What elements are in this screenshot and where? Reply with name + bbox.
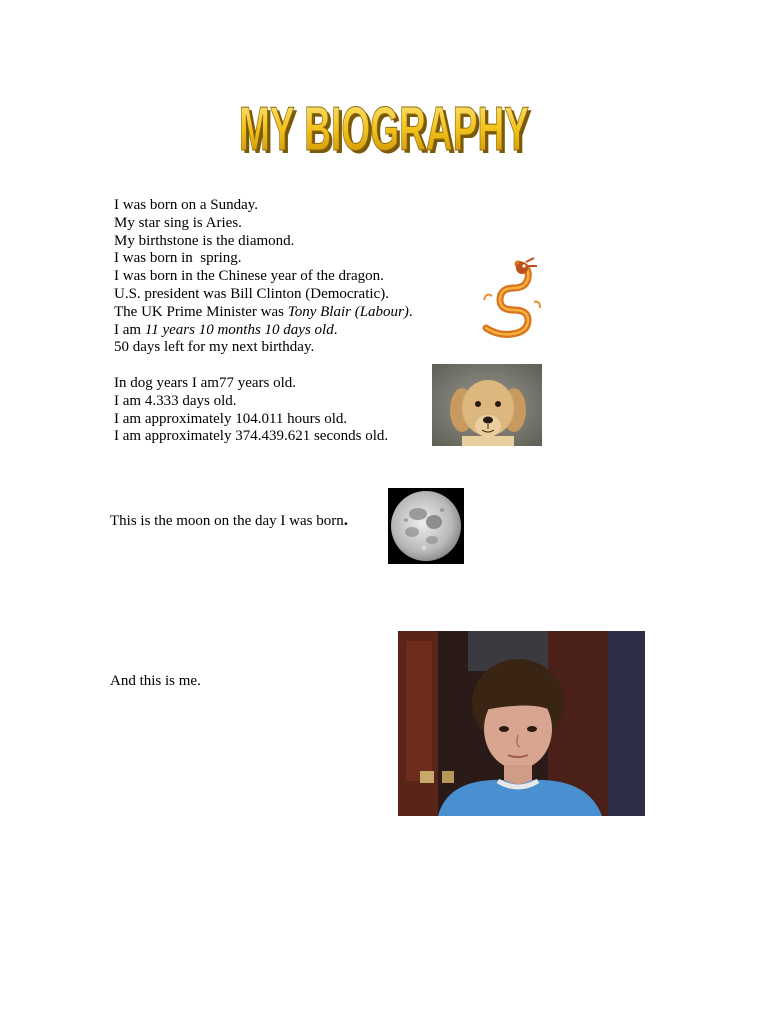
fact-line: My birthstone is the diamond.: [114, 232, 295, 249]
title-wordart: [232, 88, 536, 164]
fact-italic: Tony Blair (Labour): [287, 303, 409, 320]
fact-italic: 11 years 10 months 10 days old: [144, 321, 334, 338]
fact-prefix: The UK Prime Minister was: [114, 303, 288, 320]
fact-line: I was born in spring.: [114, 250, 242, 267]
fact-line: I am approximately 374.439.621 seconds old.: [114, 428, 389, 445]
fact-suffix: .: [333, 321, 338, 338]
fact-line: In dog years I am77 years old.: [114, 375, 297, 391]
fact-line-prime-minister: [114, 304, 413, 322]
fact-line: I am approximately 104.011 hours old.: [114, 410, 348, 427]
boy-portrait-photo: [398, 631, 645, 816]
moon-caption-text: This is the moon on the day I was born: [110, 513, 344, 529]
me-caption: And this is me.: [110, 673, 201, 689]
fact-line: My star sing is Aries.: [114, 214, 242, 231]
page-title: [232, 88, 536, 164]
fact-line-age: [114, 322, 413, 340]
fact-line: 50 days left for my next birthday.: [114, 339, 315, 356]
fact-suffix: .: [408, 303, 413, 320]
title-text: MY BIOGRAPHY: [239, 95, 529, 164]
fact-line: U.S. president was Bill Clinton (Democratic).: [114, 285, 389, 302]
facts-block-1: [114, 197, 413, 357]
title-shadow: MY BIOGRAPHY: [242, 98, 532, 164]
moon-caption-dot: .: [343, 510, 348, 529]
dragon-picture: [478, 256, 544, 338]
fact-line: I am 4.333 days old.: [114, 392, 237, 409]
fact-line: I was born in the Chinese year of the dragon.: [114, 268, 384, 285]
fact-line: I was born on a Sunday.: [114, 197, 259, 213]
moon-picture: [388, 488, 464, 564]
moon-caption: [110, 510, 348, 530]
dog-picture: [432, 364, 542, 446]
fact-prefix: I am: [114, 321, 145, 338]
facts-block-2: [114, 375, 388, 446]
